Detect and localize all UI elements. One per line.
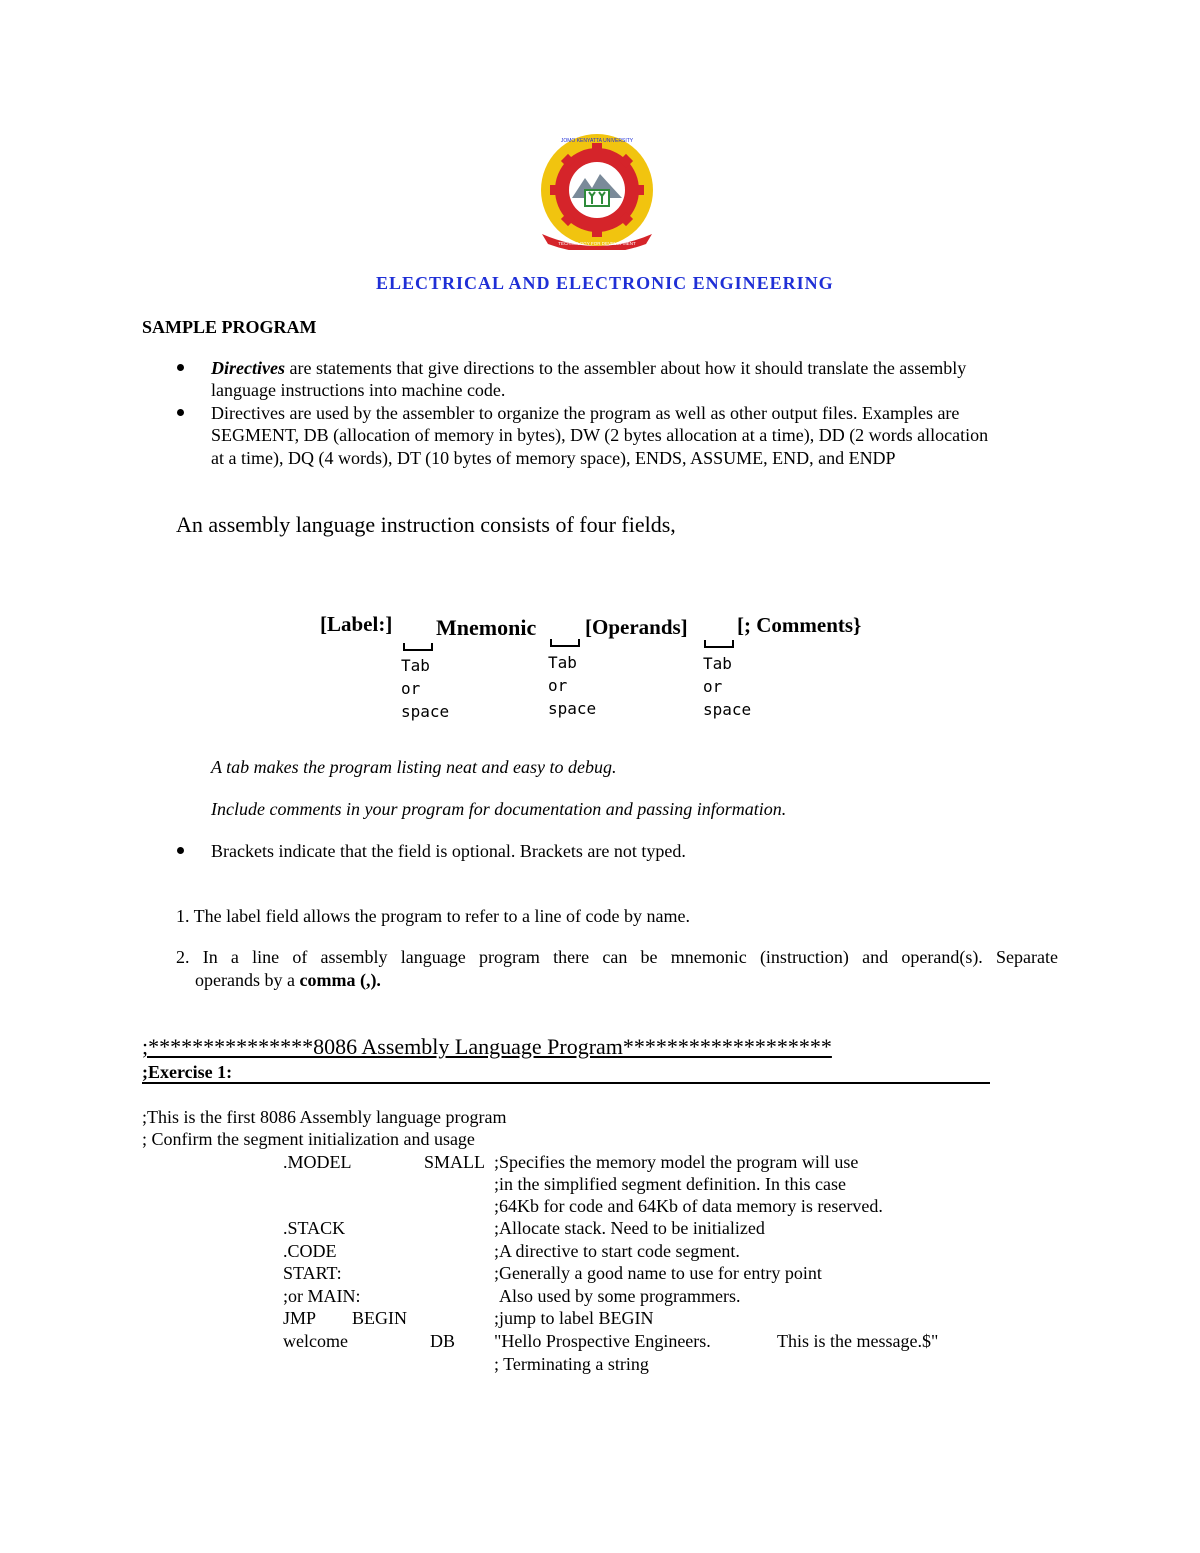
sep-or-text: or xyxy=(703,677,723,696)
directives-term: Directives xyxy=(211,358,285,378)
program-banner: ;***************8086 Assembly Language Program******************* xyxy=(142,1034,832,1059)
logo-motto-text: TECHNOLOGY FOR DEVELOPMENT xyxy=(558,241,636,246)
separator-label-3 xyxy=(703,652,751,721)
n2-prefix: operands by a xyxy=(195,970,300,990)
code-directive: .MODEL xyxy=(283,1152,352,1172)
code-label: START: xyxy=(283,1263,342,1283)
code-directive: DB xyxy=(430,1331,456,1351)
sep-space-text: space xyxy=(401,702,450,721)
field-label: [Label:] xyxy=(320,612,393,636)
bullet-examples-line3: at a time), DQ (4 words), DT (10 bytes of memory space), ENDS, ASSUME, END, and ENDP xyxy=(211,448,896,468)
separator-label-1 xyxy=(401,654,449,723)
sep-or-text: or xyxy=(401,679,421,698)
numbered-item-2-line1: 2. In a line of assembly language program there can be mnemonic (instruction) and operand(s). Separate xyxy=(176,947,1058,967)
bullet-examples-line2: SEGMENT, DB (allocation of memory in bytes), DW (2 bytes allocation at a time), DD (2 words allocation xyxy=(211,425,989,445)
code-operand: BEGIN xyxy=(352,1308,407,1328)
code-comment: ;A directive to start code segment. xyxy=(494,1241,740,1261)
field-mnemonic: Mnemonic xyxy=(436,615,537,640)
intro-sentence: An assembly language instruction consists of four fields, xyxy=(176,512,676,537)
exercise-heading: ;Exercise 1: xyxy=(142,1062,233,1082)
sep-space-text: space xyxy=(548,699,597,718)
directives-definition: are statements that give directions to the assembler about how it should translate the assembly xyxy=(284,358,967,378)
university-seal-icon xyxy=(530,134,665,250)
sep-or-text: or xyxy=(548,676,568,695)
comment-note: Include comments in your program for documentation and passing information. xyxy=(211,799,787,819)
page-title: ELECTRICAL AND ELECTRONIC ENGINEERING xyxy=(376,273,834,293)
code-comment: ;jump to label BEGIN xyxy=(494,1308,654,1328)
tab-note: A tab makes the program listing neat and easy to debug. xyxy=(211,757,617,777)
code-comment: ;Specifies the memory model the program will use xyxy=(494,1152,859,1172)
sep-tab-text: Tab xyxy=(401,656,430,675)
sep-tab-text: Tab xyxy=(703,654,732,673)
bullet-dot xyxy=(177,847,184,854)
code-comment: ;Allocate stack. Need to be initialized xyxy=(494,1218,765,1238)
bullet-directives-line2: language instructions into machine code. xyxy=(211,380,506,400)
code-instruction: JMP xyxy=(283,1308,317,1328)
code-comment: ;64Kb for code and 64Kb of data memory is reserved. xyxy=(494,1196,883,1216)
separator-mark xyxy=(403,643,433,651)
bullet-directives-line1 xyxy=(211,357,966,379)
code-directive: .CODE xyxy=(283,1241,337,1261)
comma-emphasis: comma (,). xyxy=(299,970,381,990)
logo-top-text: JOMO KENYATTA UNIVERSITY xyxy=(560,138,634,144)
code-comment: Also used by some programmers. xyxy=(499,1286,741,1306)
code-string: "Hello Prospective Engineers. xyxy=(494,1331,711,1351)
code-comment: ;or MAIN: xyxy=(283,1286,361,1306)
code-label: welcome xyxy=(283,1331,348,1351)
separator-mark xyxy=(704,640,734,648)
sep-space-text: space xyxy=(703,700,752,719)
bullet-dot xyxy=(177,364,184,371)
code-comment: ;This is the first 8086 Assembly language program xyxy=(142,1107,507,1127)
separator-label-2 xyxy=(548,651,596,720)
brackets-bullet: Brackets indicate that the field is optional. Brackets are not typed. xyxy=(211,841,686,861)
separator-mark xyxy=(550,639,580,647)
university-logo xyxy=(530,134,665,250)
field-operands: [Operands] xyxy=(585,615,688,639)
code-comment: ; Terminating a string xyxy=(494,1354,649,1374)
sep-tab-text: Tab xyxy=(548,653,577,672)
code-operand: SMALL xyxy=(424,1152,486,1172)
bullet-dot xyxy=(177,409,184,416)
bullet-examples-line1: Directives are used by the assembler to organize the program as well as other output files. Examples are xyxy=(211,403,960,423)
numbered-item-1: 1. The label field allows the program to refer to a line of code by name. xyxy=(176,906,690,926)
code-directive: .STACK xyxy=(283,1218,346,1238)
code-comment: ;Generally a good name to use for entry point xyxy=(494,1263,822,1283)
section-heading: SAMPLE PROGRAM xyxy=(142,317,317,337)
code-comment: ; Confirm the segment initialization and usage xyxy=(142,1129,475,1149)
field-comments: [; Comments} xyxy=(737,613,862,637)
code-string: This is the message.$" xyxy=(777,1331,939,1351)
numbered-item-2-line2 xyxy=(195,969,381,991)
code-comment: ;in the simplified segment definition. In this case xyxy=(494,1174,846,1194)
exercise-divider xyxy=(142,1082,990,1084)
